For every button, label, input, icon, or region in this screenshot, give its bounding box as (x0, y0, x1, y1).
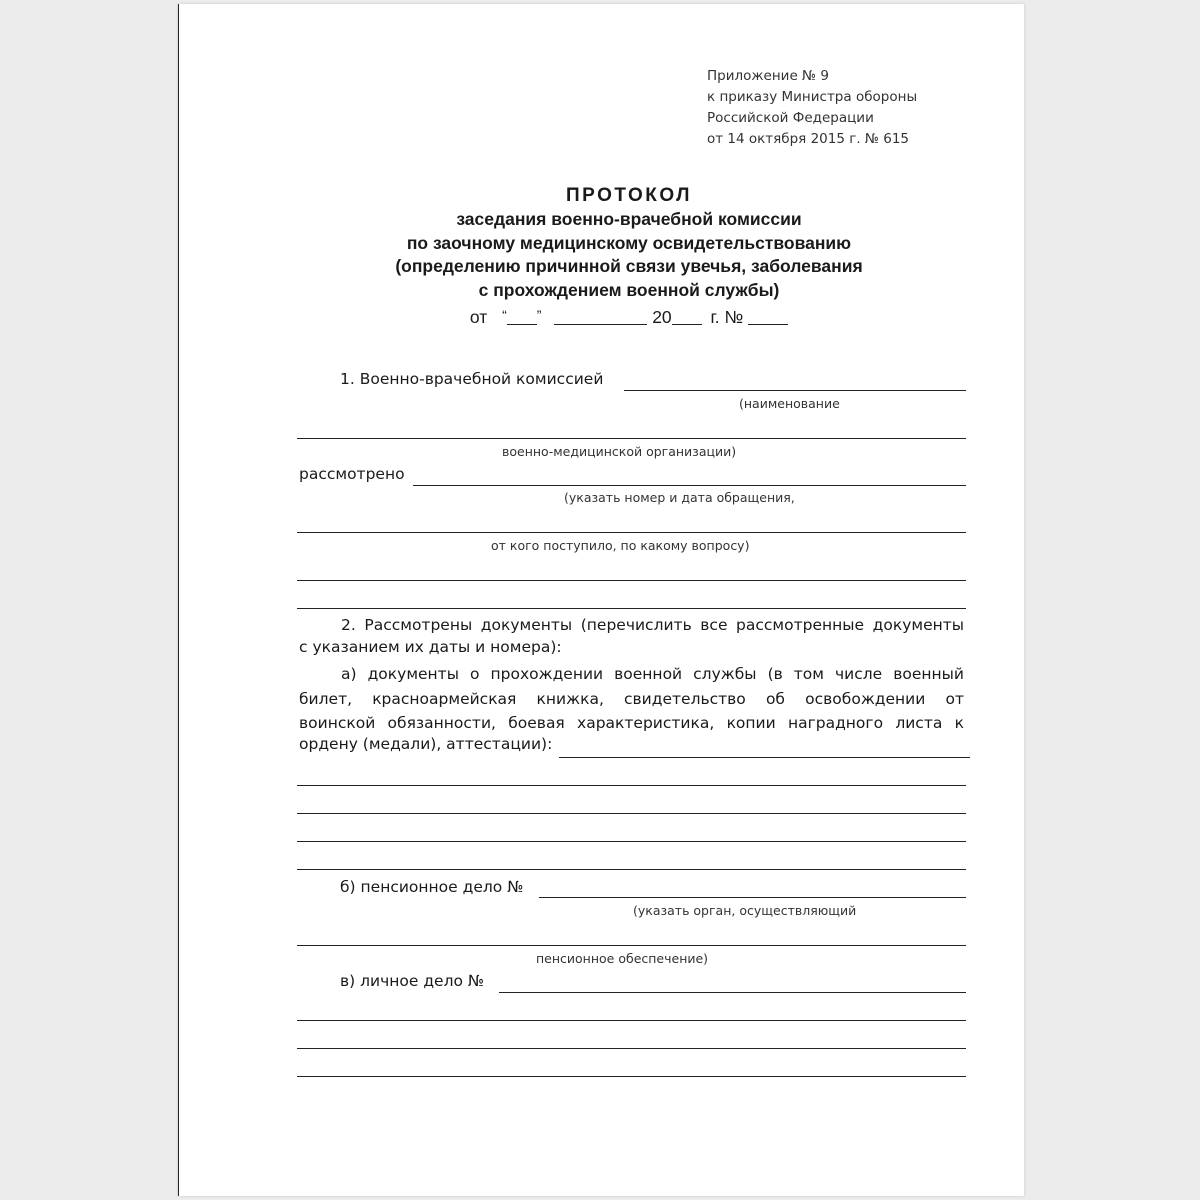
title-line-2: по заочному медицинскому освидетельствованию (406, 232, 852, 253)
number-label: г. № (710, 307, 744, 327)
service-documents-line-2[interactable] (297, 785, 966, 786)
year-blank[interactable] (672, 308, 702, 325)
document-page (178, 4, 1024, 1196)
personal-file-line-3[interactable] (297, 1048, 966, 1049)
month-blank[interactable] (554, 308, 647, 325)
pension-case-label: б) пенсионное дело № (340, 878, 524, 896)
request-field-line-4[interactable] (297, 608, 966, 609)
personal-file-line-4[interactable] (297, 1076, 966, 1077)
document-title (179, 184, 1079, 329)
service-documents-line-3[interactable] (297, 813, 966, 814)
a-line-1: а) документы о прохождении военной службы (в том числе военный (341, 665, 964, 683)
appendix-reference (707, 66, 917, 150)
year-prefix: 20 (652, 307, 672, 327)
section2-line-2: с указанием их даты и номера): (299, 638, 562, 656)
date-from-label: от (469, 307, 488, 327)
title-line-1: заседания военно-врачебной комиссии (456, 209, 802, 229)
protocol-date-line (179, 303, 1079, 329)
caption-name: (наименование (739, 396, 840, 411)
pension-case-field[interactable] (539, 897, 966, 898)
date-close-quote: ” (536, 307, 542, 323)
pension-organ-field[interactable] (297, 945, 966, 946)
personal-file-label: в) личное дело № (340, 972, 485, 990)
appendix-line-2: к приказу Министра обороны (707, 89, 918, 105)
documents-a-paragraph (299, 662, 964, 736)
caption-request: (указать номер и дата обращения, (564, 490, 795, 505)
day-blank[interactable] (507, 308, 537, 325)
commission-name-field[interactable] (624, 390, 966, 391)
personal-file-line-2[interactable] (297, 1020, 966, 1021)
reviewed-label: рассмотрено (299, 465, 405, 483)
title-line-4: с прохождением военной службы) (478, 279, 780, 300)
service-documents-field[interactable] (559, 757, 970, 758)
title-line-3: (определению причинной связи увечья, заболевания (395, 256, 863, 276)
a-line-3: воинской обязанности, боевая характеристика, копии наградного листа к (299, 714, 964, 732)
request-field-line-2[interactable] (297, 532, 966, 533)
caption-organization: военно-медицинской организации) (502, 444, 737, 459)
a-line-2: билет, красноармейская книжка, свидетельство об освобождении от (299, 689, 964, 708)
section2-line-1: 2. Рассмотрены документы (перечислить все рассмотренные документы (341, 616, 964, 634)
reviewed-field[interactable] (413, 485, 966, 486)
section2-intro (299, 613, 964, 638)
caption-from-whom: от кого поступило, по какому вопросу) (491, 538, 750, 553)
organization-field[interactable] (297, 438, 966, 439)
number-blank[interactable] (748, 308, 788, 325)
appendix-line-4: от 14 октября 2015 г. № 615 (707, 131, 910, 147)
appendix-line-1: Приложение № 9 (707, 68, 829, 84)
caption-pension: пенсионное обеспечение) (536, 951, 709, 966)
commission-label: 1. Военно-врачебной комиссией (340, 370, 604, 388)
request-field-line-3[interactable] (297, 580, 966, 581)
title-main: ПРОТОКОЛ (565, 185, 692, 206)
a-line-4: ордену (медали), аттестации): (299, 735, 553, 753)
personal-file-field[interactable] (499, 992, 966, 993)
service-documents-line-5[interactable] (297, 869, 966, 870)
date-open-quote: “ (502, 307, 507, 323)
service-documents-line-4[interactable] (297, 841, 966, 842)
appendix-line-3: Российской Федерации (707, 110, 874, 126)
caption-organ: (указать орган, осуществляющий (633, 903, 857, 918)
